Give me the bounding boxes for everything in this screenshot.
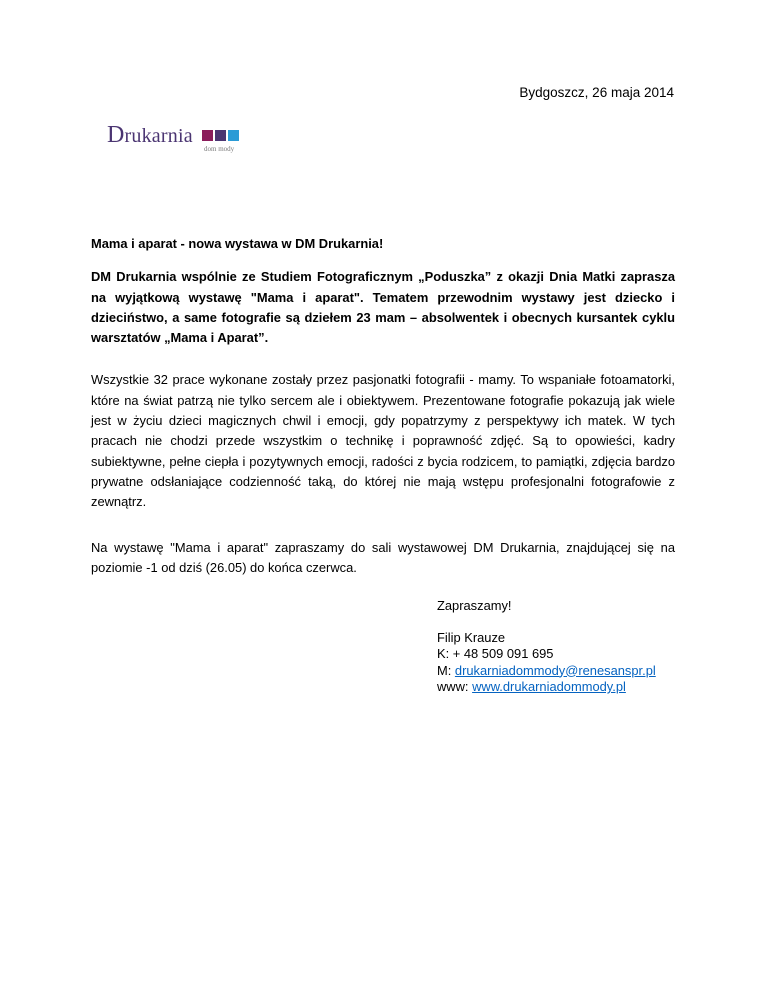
logo-squares	[202, 130, 239, 141]
email-link[interactable]: drukarniadommody@renesanspr.pl	[454, 662, 656, 678]
email-prefix: M:	[437, 662, 455, 678]
logo-initial: D	[107, 122, 125, 148]
article-body-1: Wszystkie 32 prace wykonane zostały przez pasjonatki fotografii - mamy. To wspaniałe fotoamatorki, które na świat patrzą nie tylko sercem ale i obiektywem. Prezentowane fotografie pokazują jak wiele jest w życiu dzieci magicznych chwil i emocji, gdy popatrzymy z perspektywy ich matek. W tych pracach nie chodzi przede wszystkim o technikę i poprawność zdjęć. Są to opowieści, kadry subiektywne, pełne ciepła i pozytywnych emocji, radości z bycia rodzicem, to pamiątki, zdjęcia bardzo prywatne odsłaniające codzienność taką, do której nie mają wstępu profesjonalni fotografowie z zewnątrz.	[91, 372, 675, 510]
logo-word-rest: rukarnia	[124, 125, 193, 147]
www-prefix: www:	[437, 679, 473, 694]
article-headline: Mama i aparat - nowa wystawa w DM Drukarnia!	[91, 236, 384, 251]
signature-phone: K: + 48 509 091 695	[437, 646, 554, 661]
signature-block	[437, 598, 656, 696]
logo-square-purple	[215, 130, 226, 141]
date-line: Bydgoszcz, 26 maja 2014	[519, 85, 674, 100]
signature-greeting: Zapraszamy!	[437, 598, 512, 613]
article-content	[91, 234, 675, 578]
article-body-2: Na wystawę "Mama i aparat" zapraszamy do sali wystawowej DM Drukarnia, znajdującej się na poziomie -1 od dziś (26.05) do końca czerwca.	[91, 539, 675, 575]
signature-name: Filip Krauze	[437, 629, 506, 645]
logo-square-blue	[228, 130, 239, 141]
logo-wordmark	[107, 122, 193, 149]
logo-subtitle: dom mody	[204, 145, 235, 153]
signature-email-line	[437, 663, 656, 680]
company-logo	[107, 122, 257, 158]
logo-square-magenta	[202, 130, 213, 141]
signature-www-line	[437, 679, 656, 696]
website-link[interactable]: www.drukarniadommody.pl	[472, 679, 626, 694]
article-lead: DM Drukarnia wspólnie ze Studiem Fotograficznym „Poduszka” z okazji Dnia Matki zaprasza na wyjątkową wystawę "Mama i aparat". Tematem przewodnim wystawy jest dziecko i dzieciństwo, a same fotografie są dziełem 23 mam – absolwentek i obecnych kursantek cyklu warsztatów „Mama i Aparat”.	[91, 269, 675, 346]
signature-spacer	[437, 615, 656, 630]
